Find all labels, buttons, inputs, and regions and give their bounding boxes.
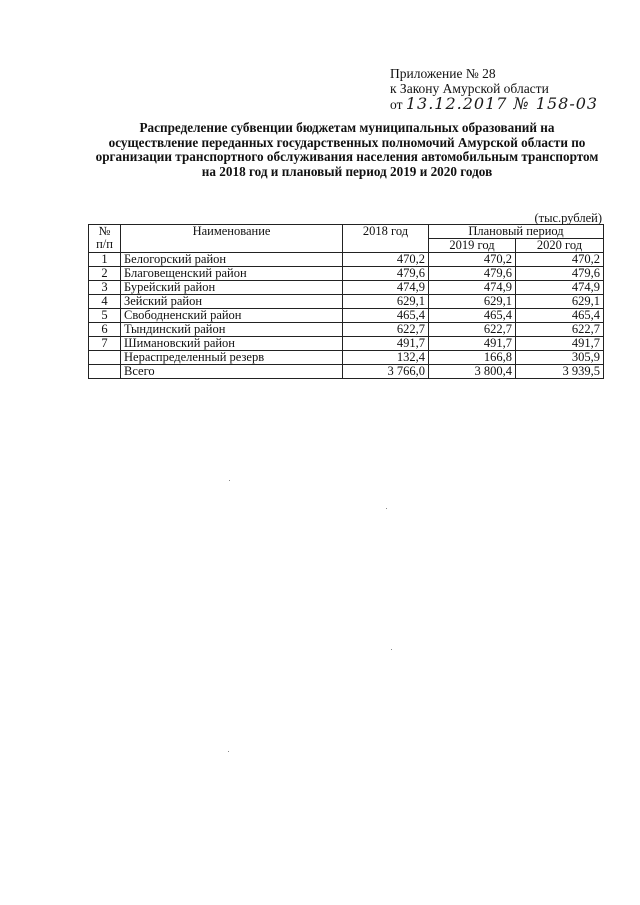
row-name: Нераспределенный резерв [121, 351, 343, 365]
header-num-abbr: п/п [96, 237, 113, 251]
header-name: Наименование [121, 225, 343, 253]
subvention-table [88, 224, 604, 379]
row-name: Шимановский район [121, 337, 343, 351]
table-header-row [89, 225, 604, 239]
scan-speck [386, 508, 387, 509]
title-line-3: организации транспортного обслуживания населения автомобильным транспортом [95, 149, 599, 164]
row-2019: 470,2 [429, 253, 516, 267]
row-2018: 474,9 [343, 281, 429, 295]
document-title [92, 121, 602, 179]
row-2018: 465,4 [343, 309, 429, 323]
table-row [89, 337, 604, 351]
total-2018: 3 766,0 [343, 365, 429, 379]
row-2020: 474,9 [516, 281, 604, 295]
row-2019: 622,7 [429, 323, 516, 337]
total-2020: 3 939,5 [516, 365, 604, 379]
row-name: Благовещенский район [121, 267, 343, 281]
total-2019: 3 800,4 [429, 365, 516, 379]
row-2019: 166,8 [429, 351, 516, 365]
title-line-4: на 2018 год и плановый период 2019 и 2020 годов [201, 163, 493, 179]
row-2020: 622,7 [516, 323, 604, 337]
row-2020: 491,7 [516, 337, 604, 351]
row-name: Зейский район [121, 295, 343, 309]
appendix-date-prefix: от [390, 97, 403, 112]
header-2018: 2018 год [343, 225, 429, 253]
units-label: (тыс.рублей) [534, 211, 602, 225]
appendix-number: Приложение № 28 [390, 66, 496, 81]
header-num [89, 225, 121, 253]
row-num [89, 351, 121, 365]
table-row [89, 253, 604, 267]
table-row [89, 323, 604, 337]
row-num: 5 [89, 309, 121, 323]
total-name: Всего [121, 365, 343, 379]
row-2018: 132,4 [343, 351, 429, 365]
header-num-symbol: № [98, 224, 111, 238]
header-2019: 2019 год [429, 239, 516, 253]
row-name: Бурейский район [121, 281, 343, 295]
row-name: Белогорский район [121, 253, 343, 267]
row-2019: 491,7 [429, 337, 516, 351]
row-num: 4 [89, 295, 121, 309]
row-num: 2 [89, 267, 121, 281]
row-num: 1 [89, 253, 121, 267]
total-num [89, 365, 121, 379]
row-num: 7 [89, 337, 121, 351]
row-2019: 474,9 [429, 281, 516, 295]
title-line-1: Распределение субвенции бюджетам муниципальных образований на [139, 120, 555, 135]
appendix-date-line [390, 96, 598, 112]
table-total-row [89, 365, 604, 379]
scan-speck [391, 649, 392, 650]
table-row [89, 351, 604, 365]
row-2020: 470,2 [516, 253, 604, 267]
row-2018: 470,2 [343, 253, 429, 267]
row-2020: 465,4 [516, 309, 604, 323]
table-row [89, 309, 604, 323]
row-2020: 629,1 [516, 295, 604, 309]
row-name: Тындинский район [121, 323, 343, 337]
title-line-2: осуществление переданных государственных полномочий Амурской области по [108, 134, 586, 150]
table-row [89, 281, 604, 295]
appendix-header [390, 66, 598, 112]
row-2018: 491,7 [343, 337, 429, 351]
header-planned-period: Плановый период [429, 225, 604, 239]
row-2018: 479,6 [343, 267, 429, 281]
row-num: 3 [89, 281, 121, 295]
row-num: 6 [89, 323, 121, 337]
table-row [89, 295, 604, 309]
scan-speck [228, 751, 229, 752]
row-2019: 629,1 [429, 295, 516, 309]
row-2019: 479,6 [429, 267, 516, 281]
row-2020: 479,6 [516, 267, 604, 281]
header-2020: 2020 год [516, 239, 604, 253]
table-row [89, 267, 604, 281]
row-2019: 465,4 [429, 309, 516, 323]
scan-speck [229, 480, 230, 481]
row-name: Свободненский район [121, 309, 343, 323]
row-2018: 629,1 [343, 295, 429, 309]
handwritten-date-number: 13.12.2017 № 158-03 [405, 94, 599, 113]
appendix-law-reference: к Закону Амурской области [390, 81, 549, 96]
row-2020: 305,9 [516, 351, 604, 365]
row-2018: 622,7 [343, 323, 429, 337]
